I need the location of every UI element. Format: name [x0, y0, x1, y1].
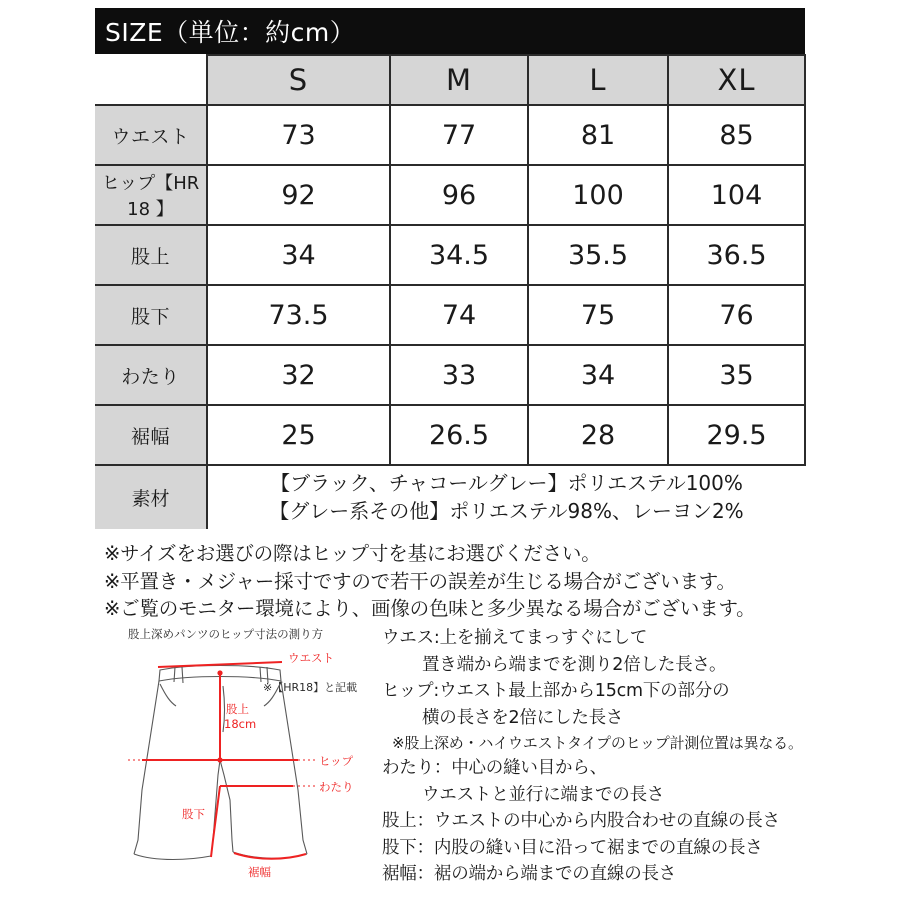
howto-line-3: ヒップ:ウエスト最上部から15cm下の部分の: [382, 681, 730, 701]
cell-hem-s: 25: [207, 405, 390, 465]
cell-waist-l: 81: [528, 105, 668, 165]
size-table-title: SIZE（単位：約cm）: [105, 18, 356, 47]
cell-hip-m: 96: [390, 165, 528, 225]
cell-waist-s: 73: [207, 105, 390, 165]
howto-line-2: 置き端から端までを測り2倍した長さ。: [422, 654, 727, 675]
cell-inseam-m: 74: [390, 285, 528, 345]
cell-material: [207, 465, 805, 529]
table-row: [95, 405, 805, 465]
column-header-l: L: [528, 55, 668, 105]
hr18-note: ※【HR18】と記載: [263, 681, 358, 694]
cell-rise-xl: 36.5: [668, 225, 805, 285]
measurement-diagram: [120, 626, 375, 896]
cell-hem-l: 28: [528, 405, 668, 465]
table-row: [95, 165, 805, 225]
notes-block: [104, 540, 864, 623]
label-thigh: わたり: [319, 780, 354, 794]
row-label-inseam: 股下: [95, 285, 207, 345]
column-header-m: M: [390, 55, 528, 105]
table-header-row: [95, 55, 805, 105]
cell-inseam-xl: 76: [668, 285, 805, 345]
cell-hip-xl: 104: [668, 165, 805, 225]
label-inseam: 股下: [182, 807, 205, 821]
cell-thigh-m: 33: [390, 345, 528, 405]
note-line-1: ※サイズをお選びの際はヒップ寸を基にお選びください。: [104, 542, 601, 565]
howto-line-9: 股下：内股の縫い目に沿って裾までの直線の長さ: [382, 837, 763, 858]
howto-line-8: 股上：ウエストの中心から内股合わせの直線の長さ: [382, 811, 780, 831]
rise-bottom-marker: [217, 757, 222, 762]
howto-block: [382, 630, 882, 893]
cell-inseam-s: 73.5: [207, 285, 390, 345]
row-label-waist: ウエスト: [95, 105, 207, 165]
cell-hem-xl: 29.5: [668, 405, 805, 465]
howto-line-5: ※股上深め・ハイウエストタイプのヒップ計測位置は異なる。: [392, 734, 803, 752]
cell-thigh-l: 34: [528, 345, 668, 405]
label-rise: 股上: [226, 702, 249, 716]
label-rise-value: 18cm: [224, 717, 257, 731]
cell-hip-l: 100: [528, 165, 668, 225]
column-header-s: S: [207, 55, 390, 105]
cell-waist-m: 77: [390, 105, 528, 165]
hem-measure-line: [234, 853, 306, 859]
row-label-thigh: わたり: [95, 345, 207, 405]
label-waist: ウエスト: [288, 651, 334, 665]
waist-measure-line: [158, 662, 282, 667]
howto-line-1: ウエス:上を揃えてまっすぐにして: [382, 628, 648, 648]
cell-inseam-l: 75: [528, 285, 668, 345]
table-row: [95, 225, 805, 285]
header-blank-cell: [95, 55, 207, 105]
cell-rise-s: 34: [207, 225, 390, 285]
size-table: [95, 54, 806, 529]
diagram-title: 股上深めパンツのヒップ寸法の測り方: [128, 627, 324, 641]
column-header-xl: XL: [668, 55, 805, 105]
cell-waist-xl: 85: [668, 105, 805, 165]
pants-illustration-icon: [120, 640, 375, 890]
row-label-hip: ヒップ【HR 18 】: [95, 165, 207, 225]
table-row: [95, 285, 805, 345]
size-table-header-bar: [95, 8, 805, 54]
table-row: [95, 345, 805, 405]
cell-rise-m: 34.5: [390, 225, 528, 285]
size-table-container: [95, 8, 805, 529]
cell-hip-s: 92: [207, 165, 390, 225]
cell-hem-m: 26.5: [390, 405, 528, 465]
howto-line-10: 裾幅：裾の端から端までの直線の長さ: [382, 864, 677, 884]
table-row-material: [95, 465, 805, 529]
label-hip: ヒップ: [319, 754, 354, 768]
inseam-measure-line: [211, 786, 220, 857]
note-line-2: ※平置き・メジャー採寸ですので若干の誤差が生じる場合がございます。: [104, 569, 736, 593]
table-row: [95, 105, 805, 165]
cell-thigh-xl: 35: [668, 345, 805, 405]
row-label-material: 素材: [95, 465, 207, 529]
material-line-2: 【グレー系その他】ポリエステル98%、レーヨン2%: [269, 498, 744, 523]
material-line-1: 【ブラック、チャコールグレー】ポリエステル100%: [270, 470, 743, 495]
label-hem: 裾幅: [248, 865, 271, 879]
howto-line-4: 横の長さを2倍にした長さ: [422, 707, 624, 728]
cell-rise-l: 35.5: [528, 225, 668, 285]
row-label-rise: 股上: [95, 225, 207, 285]
cell-thigh-s: 32: [207, 345, 390, 405]
howto-line-7: ウエストと並行に端までの長さ: [422, 784, 665, 805]
rise-top-marker: [217, 670, 222, 675]
note-line-3: ※ご覧のモニター環境により、画像の色味と多少異なる場合がございます。: [104, 597, 756, 621]
howto-line-6: わたり：中心の縫い目から、: [382, 758, 607, 778]
row-label-hem: 裾幅: [95, 405, 207, 465]
